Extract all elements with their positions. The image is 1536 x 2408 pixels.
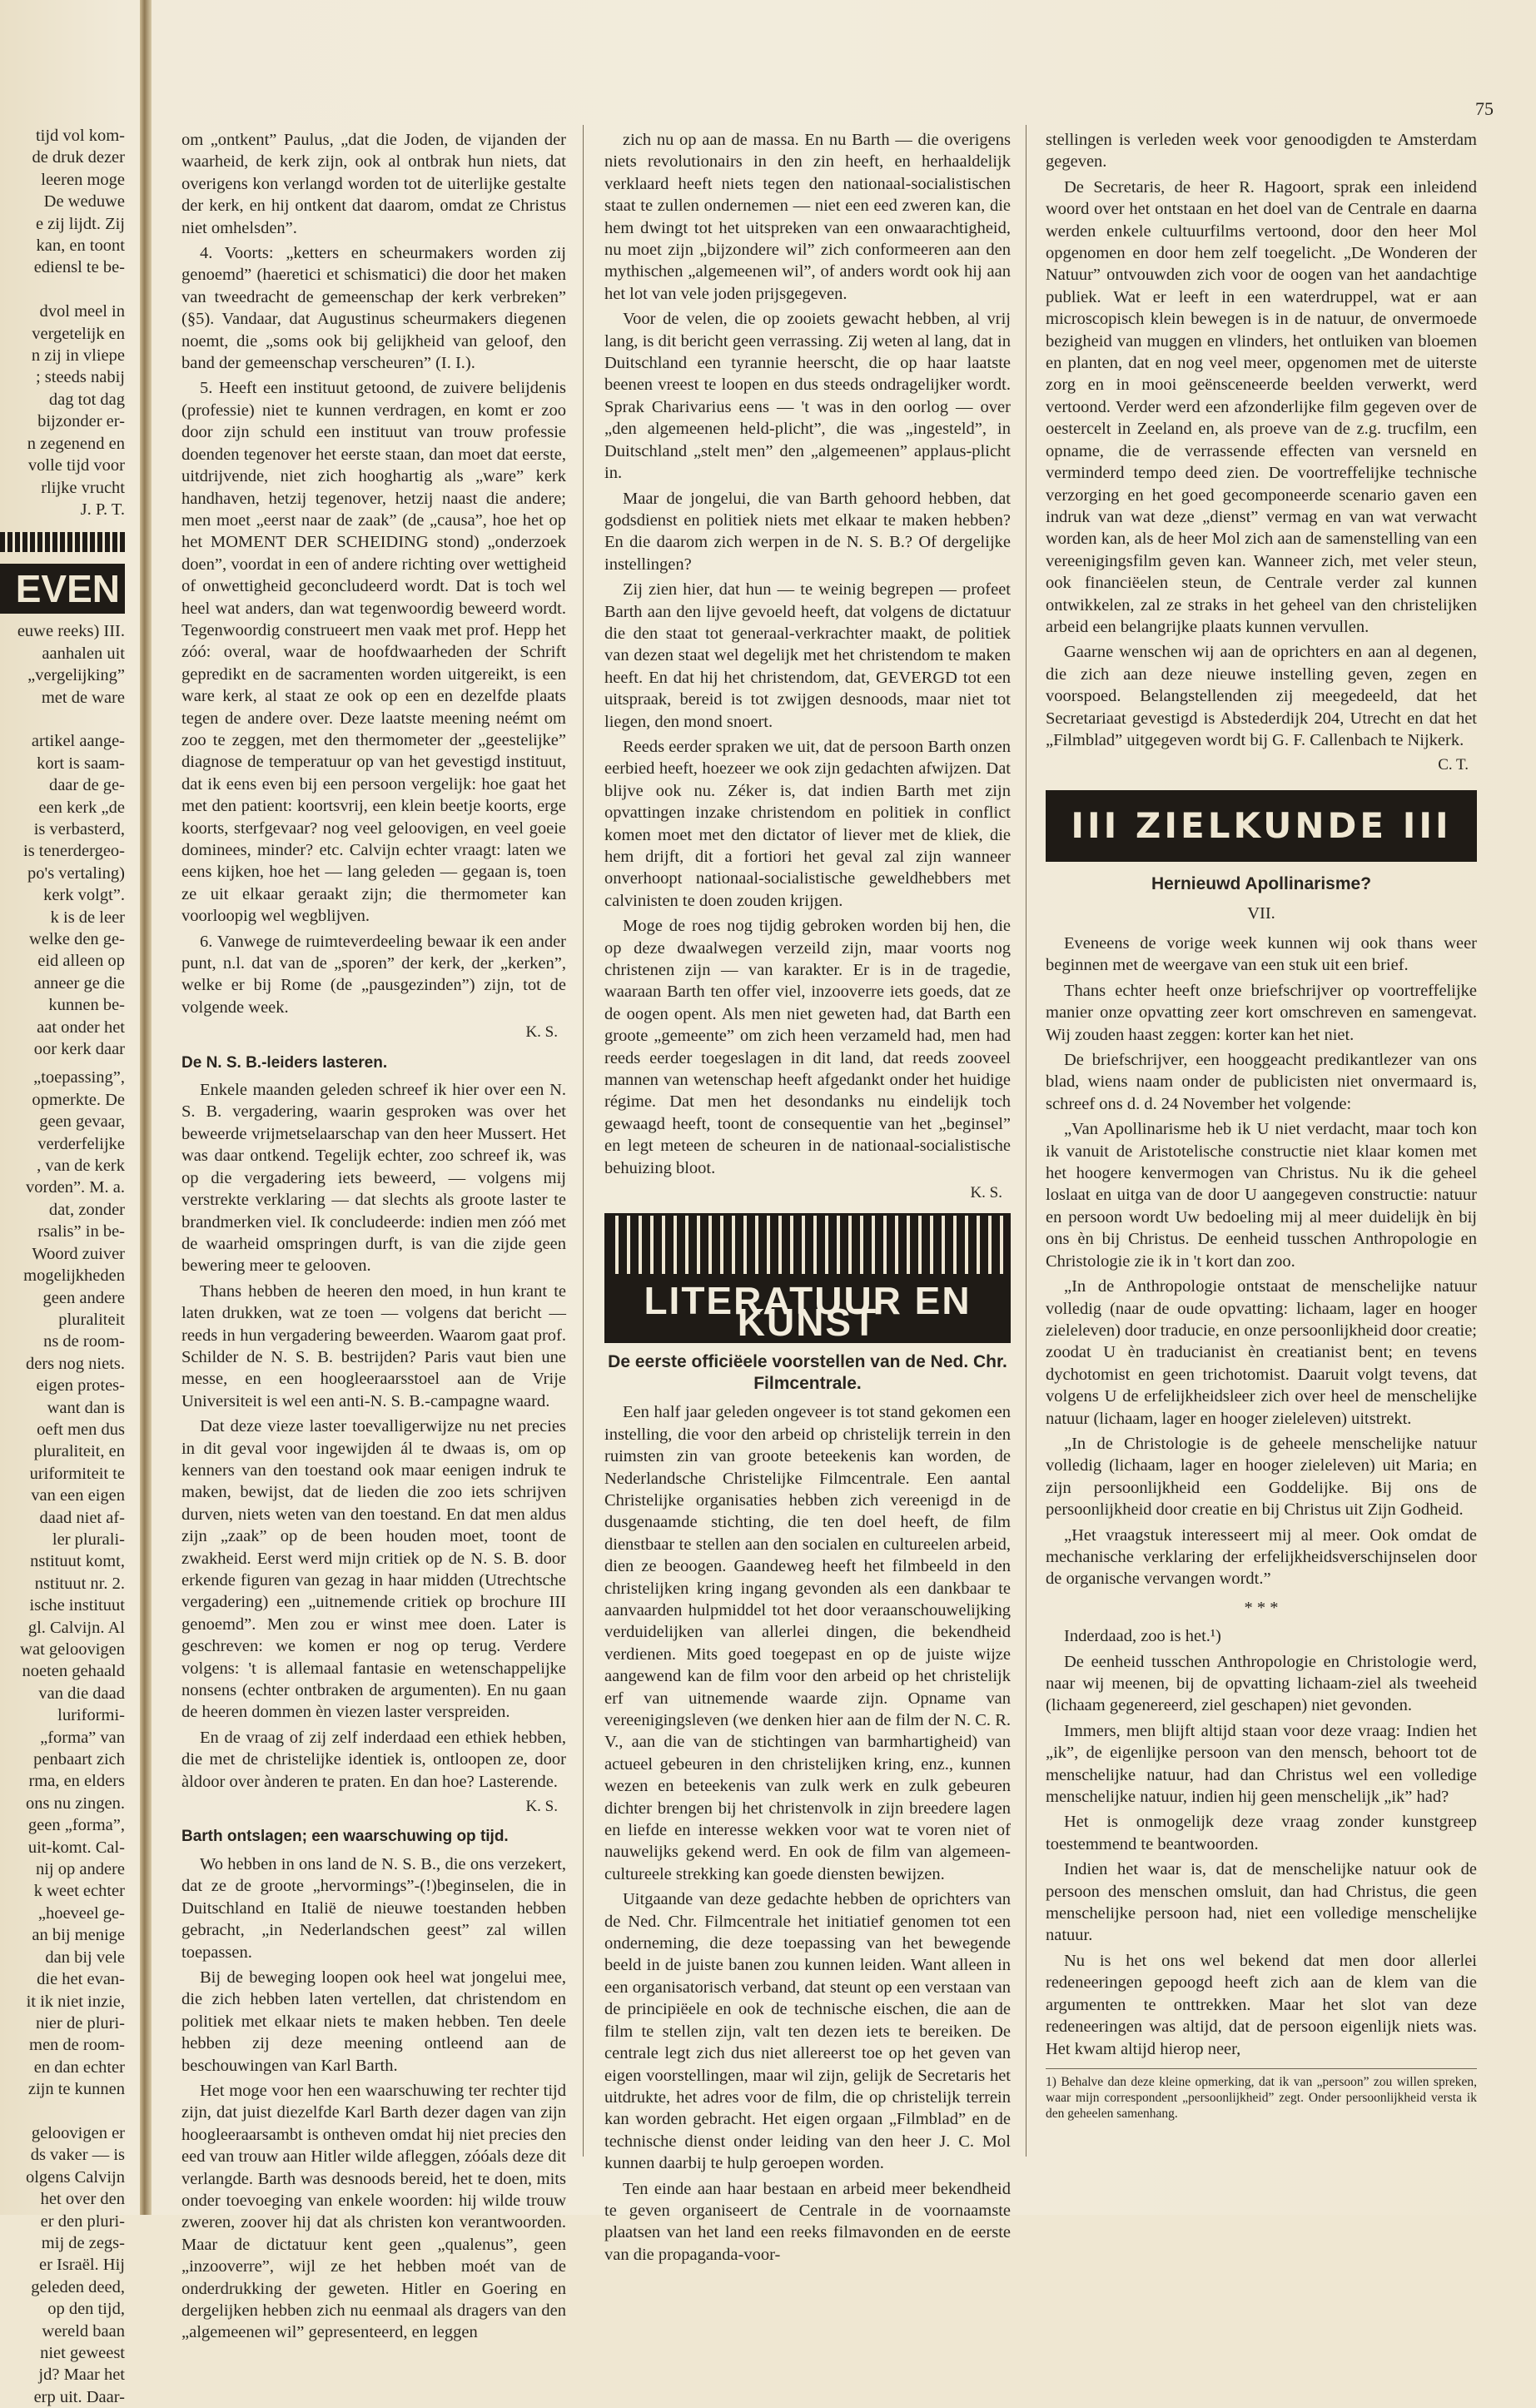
page-gutter — [140, 0, 152, 2215]
text-fragment: en dan echter — [33, 2057, 125, 2077]
paragraph: Het moge voor hen een waarschuwing ter rechter tijd zijn, dat juist diezelfde Karl Barth dezer dagen van zijn hoogleeraarsambt is ontheven omdat hij niet precies den eed van trouw aan Hitler wilde afleggen, zóóals deze dit verlangde. Barth was desnoods bereid, het te doen, mits onder toevoeging van enkele woorden: hij wilde trouw zweren, zoover hij dat als christen kon verantwoorden. Maar de dictatuur kent geen „qualenus”, geen „inzooverre”, wijl ze het hebben moét van de onderdrukking der geweten. Hitler en Goering en dergelijken hebben zich nu eenmaal als dragers van den „algemeenen wil” gepresenteerd, en leggen — [181, 2081, 566, 2342]
signature: K. S. — [525, 1798, 558, 1816]
text-fragment: oor kerk daar — [33, 1040, 125, 1059]
paragraph: zich nu op aan de massa. En nu Barth — die overigens niets revolutionairs in den zin heeft, en herhaaldelijk verklaard heeft niets tegen den nationaal-socialistischen staat te zullen ondernemen — niet een eed zweren kan, die hem dwingt tot het uitspreken van een onwaarachtigheid, nu moet zijn „bijzondere wil” zich conformeeren aan den mythischen „algemeenen wil”, of anders wordt ook hij aan het lot van vele joden prijsgegeven. — [604, 131, 1011, 303]
column-1 — [181, 129, 566, 2342]
text-fragment: De weduwe — [43, 192, 125, 211]
text-fragment: ds vaker — is — [30, 2146, 125, 2165]
column-3 — [1046, 129, 1477, 2177]
text-fragment: er den pluri- — [40, 2211, 125, 2231]
section-banner-fragment: EVEN — [0, 564, 125, 614]
text-fragment: uit-komt. Cal- — [27, 1838, 125, 1857]
text-fragment: kan, en toont — [36, 236, 125, 256]
text-fragment — [0, 709, 125, 730]
article-body — [1046, 129, 1477, 751]
part-number: VII. — [1247, 903, 1275, 923]
text-fragment: geen gevaar, — [39, 1112, 125, 1132]
text-fragment: zijn te kunnen — [27, 2080, 125, 2099]
fragment-block-bottom — [0, 1067, 125, 2408]
text-fragment: aanhalen uit — [42, 644, 125, 663]
text-fragment: niet geweest — [40, 2344, 125, 2362]
text-fragment: n zegenend en — [27, 434, 125, 453]
text-fragment: ler plurali- — [52, 1530, 125, 1549]
section-banner-zielkunde: III ZIELKUNDE III — [1046, 790, 1477, 862]
text-fragment: po's vertaling) — [27, 863, 125, 883]
text-fragment: „toepassing”, — [33, 1068, 125, 1087]
paragraph: De Secretaris, de heer R. Hagoort, sprak een inleidend woord over het ontstaan en het doel van de Centrale en daarna werden enkele cultuurfilms vertoond, door den heer Mol opgenomen en door hem zelf toegelicht. „De Wonderen der Natuur” ontvouwden zich voor de oogen van het aandachtige publiek. Wat er leeft in een waterdruppel, wat er aan microscopisch klein bewegen is in de natuur, de onvermoede bezigheid van muggen en vlinders, het ontluiken van bloemen en planten, dat en nog veel meer, opgenomen met de uiterste zorg en in mooi geënsceneerde beelden verwerkt, werd vertoond. Verder werd een afzonderlijke film gegeven over de oestercelt in Zeeland en, als proeve van de z.g. trucfilm, een opname, die de verrassende effecten van versneld en verminderd tempo deed zien. De voortreffelijke technische verzorging en het goed gecomponeerde scenario gaven een indruk van wat deze „dienst” vermag en van wat verwacht worden kan, als de heer Mol zich aan de samenstelling van een vereenigingsfilm geven kan. Wanneer zich, met veler steun, ook financiëelen steun, de Centrale verder zal kunnen ontwikkelen, zal ze straks in het geheel van den christelijken arbeid een belangrijke plaats kunnen vervullen. — [1046, 177, 1477, 636]
text-fragment: dat, zonder — [48, 1200, 125, 1219]
text-fragment: „hoeveel ge- — [37, 1903, 125, 1923]
text-fragment: daad niet af- — [39, 1508, 125, 1527]
text-fragment: an bij menige — [32, 1926, 125, 1945]
banner-ornament — [607, 1216, 1008, 1274]
text-fragment — [0, 279, 125, 301]
paragraph: Inderdaad, zoo is het.¹) — [1064, 1627, 1221, 1646]
text-fragment: it ik niet inzie, — [26, 1992, 125, 2011]
text-fragment: nij op andere — [35, 1860, 125, 1879]
paragraph: Thans echter heeft onze briefschrijver op voortreffelijke manier onze opvatting zeer kort omschreven en samengevat. Wij zouden haast zeggen: korter kan het niet. — [1046, 981, 1477, 1044]
text-fragment: euwe reeks) III. — [17, 622, 125, 641]
paragraph: 4. Voorts: „ketters en scheurmakers worden zij genoemd” (haeretici et schismatici) die door het maken van tweedracht de gemeenschap der kerk verbreken” (§5). Vandaar, dat Augustinus scheurmakers diegenen noemt, die „soms ook bij gelijkheid van geloof, den band der gemeenschap verscheuren” (I. I.). — [181, 244, 566, 373]
text-fragment: noeten gehaald — [22, 1662, 125, 1681]
paragraph: Dat deze vieze laster toevalligerwijze nu net precies in dit geval voor ingewijden ál te dwaas is, om op kenners van den toestand ook maar eenigen indruk te maken, bewijst, dat de lieden die zoo iets schrijven durven, niets weten van den toestand. En dat men aldus zijn „zaak” op de been houden moet, toont de zwakheid. Eerst werd mijn critiek op de N. S. B. door erkende figuren van gezag in haar midden (Utrechtsche vergadering) een „uitnemende critiek op brochure III genoemd”. Men zou er winst mee doen. Later is geschreven: we komen er nog op terug. Verdere volgens: 't is allemaal fantasie en wetenschappelijke nonsens (echter ontbraken de argumenten). En nu gaan de heeren dommen èn viezen laster verspreiden. — [181, 1417, 566, 1722]
text-fragment: rsalis” in be- — [37, 1222, 125, 1241]
text-fragment: wat geloovigen — [20, 1640, 125, 1659]
paragraph: 5. Heeft een instituut getoond, de zuivere belijdenis (professie) niet te kunnen verdragen, en komt er zoo door zijn schuld een instituut van trouw professie doenden tegenover het eerste staan, dan moet dat eerste, uitdrijvende, niet zich hooghartig als „ware” kerk handhaven, hetzij tegenover, hetzij naast die andere; men moet „eerst naar de zaak” (de „causa”, hoe het op het MOMENT DER SCHEIDING stond) „onderzoek doen”, voordat in een of andere richting over wettigheid of onwettigheid geconcludeerd wordt. Dat is toch wel heel wat anders, dan wat tegenwoordig beweerd wordt. Tegenwoordig construeert men vaak met prof. Hepp het zóó: overal, waar de hoofdwaarheden der Schrift gepredikt en de sacramenten worden uitgereikt, is een ware kerk, al staat ze ook op een en dezelfde plaats tegen de andere over. Deze laatste meening neémt om zoo te zeggen, met den thermometer der „geestelijke” diagnose de temperatuur op van het gevestigd instituut, dat ik eens even bij een persoon vergelijk: hoe gaat het met den patient: koortsvrij, een klein beetje koorts, erge koorts, sterfgevaar? nog veel geloovigen, en veel goeie dominees, minder? etc. Calvijn echter vraagt: laten we eens kijken, hoe het — lang geleden — gegaan is, toen ze uit elkaar geraakt zijn; die thermometer kan voorloopig wel wegblijven. — [181, 379, 566, 926]
text-fragment: ders nog niets. — [26, 1354, 125, 1373]
fragment-block-top — [0, 125, 125, 520]
paragraph: Het is onmogelijk deze vraag zonder kunstgreep toestemmend te beantwoorden. — [1046, 1813, 1477, 1853]
text-fragment: gl. Calvijn. Al — [27, 1618, 125, 1637]
paragraph: Voor de velen, die op zooiets gewacht hebben, al vrij lang, is dit bericht geen verrassing. Zij weten al lang, dat in Duitschland een tyrannie heerscht, die op haar laatste beenen vreest te loopen en dus steeds ondragelijker wordt. Sprak Charivarius eens — 't was in den oorlog — over „den algemeenen held-plicht”, die was „ingesteld”, in Duitschland „stelt men” den „algemeenen” applaus-plicht in. — [604, 310, 1011, 483]
text-fragment: is tenerdergeo- — [23, 842, 125, 861]
text-fragment: rma, en elders — [28, 1772, 125, 1791]
text-fragment: geen „forma”, — [27, 1816, 125, 1835]
article-body — [604, 1401, 1011, 2266]
text-fragment: nier de pluri- — [35, 2013, 125, 2032]
text-fragment: opmerkte. De — [32, 1090, 125, 1109]
paragraph: „In de Anthropologie ontstaat de menschelijke natuur volledig (naar de oude opvatting: lichaam, lager en hooger zieleleven) door traducie, en onze persoonlijkheid door creatie; zoodat U èn traducianist èn creatianist bent; en tevens dychotomist en geen trichotomist. Daaruit volgt tevens, dat volgens U de erfelijkheidsleer zich over heel de menschelijke natuur (lichaam, lager en hooger zieleleven) uitstrekt. — [1046, 1277, 1477, 1428]
text-fragment: tijd vol kom- — [35, 127, 125, 145]
text-fragment: geloovigen er — [31, 2123, 125, 2142]
article-body — [181, 1079, 566, 1793]
paragraph: Uitgaande van deze gedachte hebben de oprichters van de Ned. Chr. Filmcentrale het initiatief genomen tot een onderneming, die deze toepassing van het bewegende beeld in de juiste banen zou kunnen leiden. Want alleen in een organisatorisch verband, dat steunt op een verstaan van de principiëele en ook de technische eischen, die aan de film te stellen zijn, valt ten dezen iets te bereiken. De centrale legt zich dus niet allereerst toe op het geven van eigen voorstellingen, maar wil zijn, gelijk de Secretaris het uitdrukte, het adres voor de film, die op christelijk terrein kan worden gebracht. Het eigen orgaan „Filmblad” en de technische dienst onder leiding van den heer J. C. Mol kunnen daarbij te hulp geroepen worden. — [604, 1890, 1011, 2173]
text-fragment: een kerk „de — [38, 798, 125, 817]
text-fragment: anneer ge die — [33, 973, 125, 993]
fragment-block-mid — [0, 620, 125, 1060]
signature: K. S. — [970, 1184, 1002, 1202]
paragraph: Reeds eerder spraken we uit, dat de persoon Barth onzen eerbied heeft, hoezeer we ook zijn gedachten afwijzen. Dat blijve ook nu. Zéker is, dat indien Barth met zijn opvattingen inzake christendom en politiek in conflict komen moet met den dictator of liever met de kliek, die hem drijft, dit a fortiori het geval zal zijn wanneer onverhoopt nationaal-socialistische geweldhebbers met calvinisten te doen zouden krijgen. — [604, 737, 1011, 910]
text-fragment: penbaart zich — [33, 1750, 125, 1769]
text-fragment: nstituut nr. 2. — [34, 1574, 125, 1593]
text-fragment: , van de kerk — [37, 1157, 125, 1176]
column-rule — [583, 125, 584, 2157]
text-fragment: van een eigen — [31, 1486, 125, 1505]
paragraph: Ten einde aan haar bestaan en arbeid meer bekendheid te geven organiseert de Centrale in de voornaamste plaatsen van het land een reeks filmavonden en de eerste van die propaganda-voor- — [604, 2179, 1011, 2264]
text-fragment: olgens Calvijn — [25, 2167, 125, 2187]
text-fragment: er Israël. Hij — [38, 2256, 125, 2275]
paragraph: stellingen is verleden week voor genoodigden te Amsterdam gegeven. — [1046, 131, 1477, 172]
text-fragment: wereld baan — [42, 2321, 125, 2341]
paragraph: Zij zien hier, dat hun — te weinig begrepen — profeet Barth aan den lijve gevoeld heeft, dat volgens de dictatuur die den staat tot generaal-verkrachter maakt, de politiek van dezen staat wel degelijk met het christendom te maken heeft. En dat hij het christendom, dat, GEVERGD tot een uitspraak, bereid is tot zwijgen desnoods, maar niet tot liegen, den mond snoert. — [604, 580, 1011, 731]
text-fragment: dvol meel in — [39, 302, 125, 321]
text-fragment: ; steeds nabij — [35, 368, 125, 387]
text-fragment: „forma” van — [40, 1728, 125, 1747]
text-fragment: artikel aange- — [31, 732, 125, 751]
text-fragment: e zij lijdt. Zij — [35, 214, 125, 233]
text-fragment: is verbasterd, — [33, 819, 125, 838]
article-body — [181, 1853, 566, 2344]
text-fragment: eigen protes- — [36, 1376, 125, 1396]
text-fragment: mij de zegs- — [41, 2233, 125, 2252]
text-fragment: n zij in vliepe — [31, 346, 125, 366]
text-fragment: met de ware — [41, 688, 125, 707]
text-fragment: die het evan- — [37, 1970, 125, 1989]
paragraph: Nu is het ons wel bekend dat men door allerlei redeneeringen gepoogd heeft zich aan de klem van die argumenten te onttrekken. Maar het slot van deze redeneeringen was altijd, dat de persoon eigenlijk niets was. Het kwam altijd hierop neer, — [1046, 1951, 1477, 2058]
text-fragment: vergetelijk en — [32, 324, 125, 343]
text-fragment: aat onder het — [37, 1017, 125, 1037]
text-fragment: ns de room- — [43, 1332, 125, 1351]
text-fragment: nstituut komt, — [30, 1552, 125, 1571]
text-fragment: ediensl te be- — [33, 258, 125, 277]
text-fragment: eid alleen op — [37, 952, 125, 971]
article-heading: De N. S. B.-leiders lasteren. — [181, 1053, 388, 1072]
text-fragment: pluraliteit — [58, 1310, 125, 1329]
paragraph: Een half jaar geleden ongeveer is tot stand gekomen een instelling, die voor den arbeid op christelijk terrein in den ruimsten zin van groote beteekenis kan worden, de Nederlandsche Christelijke Filmcentrale. Een aantal Christelijke organisaties hebben zich vereenigd in de dusgenaamde stichting, die ten doel heeft, de film dienstbaar te stellen aan den socialen en cultureelen arbeid, dien ze beoogen. Gaandeweg heeft het filmbeeld in den christelijken kring ingang gevonden als een dankbaar te aanvaarden hulpmiddel tot het door veraanschouwelijking verduidelijken van allerlei dingen, die bekendheid verdienen. Mits goed toegepast en op de juiste wijze aangewend kan de film voor den arbeid op het christelijk erf van uitnemende waarde zijn. Opname van vereenigingsleven (we denken hier aan de film der N. C. R. V., aan die van de stichtingen van barmhartigheid) van actueel gebeuren in den christelijken kring, enz., kunnen wezen en beteekenis van zulk werk en zulk gebeuren dichter brengen bij het christenvolk in zijn breedere lagen en liefde en interesse wekken voor wat te voren niet of nauwelijks gekend werd. En ook de film van algemeen-cultureele strekking kan goede diensten bewijzen. — [604, 1403, 1011, 1883]
text-fragment: oeft men dus — [37, 1420, 125, 1439]
text-fragment: k is de leer — [50, 908, 125, 927]
text-fragment: volle tijd voor — [27, 456, 125, 475]
text-fragment: geen andere — [42, 1288, 125, 1307]
paragraph: Bij de beweging loopen ook heel wat jongelui mee, die zich hebben laten vertellen, dat christendom en politiek met elkaar niets te maken hebben. Ten deele hebben zij deze meening ontleend aan de beschouwingen van Karl Barth. — [181, 1968, 566, 2075]
page-number: 75 — [1475, 98, 1494, 119]
article-heading: Hernieuwd Apollinarisme? — [1151, 874, 1372, 894]
article-body — [1046, 933, 1477, 1590]
paragraph: 6. Vanwege de ruimteverdeeling bewaar ik een ander punt, n.l. dat van de „sporen” der kerk, der „kerken”, welke er bij Rome (de „pausgezinden”) zijn, tot de volgende week. — [181, 932, 566, 1017]
text-fragment: want dan is — [47, 1398, 125, 1417]
paragraph: Eveneens de vorige week kunnen wij ook thans weer beginnen met de weergave van een stuk uit een brief. — [1046, 934, 1477, 975]
column-2 — [604, 129, 1011, 2264]
text-fragment: J. P. T. — [80, 500, 125, 519]
paragraph: Indien het waar is, dat de menschelijke natuur ook de persoon des menschen omsluit, dan had Christus, die geen menschelijke persoon had, niet een volledige menschelijke natuur. — [1046, 1860, 1477, 1945]
signature: K. S. — [525, 1023, 558, 1042]
text-fragment: leeren moge — [41, 170, 125, 189]
text-fragment: kerk volgt”. — [43, 886, 125, 905]
text-fragment: ische instituut — [29, 1596, 125, 1615]
text-fragment: mogelijkheden — [23, 1266, 125, 1286]
text-fragment — [0, 2101, 125, 2122]
text-fragment: van die daad — [38, 1684, 125, 1703]
text-fragment: vorden”. M. a. — [26, 1178, 125, 1197]
paragraph: „In de Christologie is de geheele menschelijke natuur volledig (lichaam, lager en hooger zieleleven) uit Maria; en zijn persoonlijkheid een Goddelijke. Bij ons de persoonlijkheid door creatie en bij Christus uit Zijn Godheid. — [1046, 1434, 1477, 1520]
text-fragment: uriformiteit te — [29, 1464, 125, 1483]
section-divider: * * * — [1244, 1598, 1279, 1617]
text-fragment: de druk dezer — [32, 148, 125, 167]
text-fragment: dan bij vele — [45, 1948, 125, 1967]
paragraph: „Het vraagstuk interesseert mij al meer. Ook omdat de mechanische verklaring der erfelijkheidsverschijnselen door de organische vervangen wordt.” — [1046, 1525, 1477, 1589]
paragraph: En de vraag of zij zelf inderdaad een ethiek hebben, die met de christelijke identiek is, ontloopen ze, door àldoor over ànderen te praten. En dan hoe? Lasterende. — [181, 1728, 566, 1791]
text-fragment: het over den — [40, 2190, 125, 2209]
article-body — [604, 129, 1011, 1179]
article-body — [181, 129, 566, 1018]
text-fragment: jd? Maar het — [38, 2366, 125, 2385]
signature: C. T. — [1438, 756, 1469, 774]
section-banner-literatuur — [604, 1213, 1011, 1343]
banner-ornament — [0, 532, 125, 552]
paragraph: Enkele maanden geleden schreef ik hier over een N. S. B. vergadering, waarin gesproken was over het beweerde vrijmetselaarschap van den heer Mussert. Het was daar ontkend. Tegelijk echter, zoo schreef ik, was op die vergadering iets beweerd, — volgens mij verstrekte verklaring — dat slechts als groote laster te brandmerken viel. Ik concludeerde: indien men zóó met de waarheid omspringen durft, is van die zijde geen bewering meer te gelooven. — [181, 1081, 566, 1276]
text-fragment: bijzonder er- — [37, 412, 125, 431]
paragraph: De eenheid tusschen Anthropologie en Christologie werd, naar wij meenen, bij de opvatting lichaam-ziel als tweeheid (lichaam gegenereerd, ziel geschapen) niet gevonden. — [1046, 1652, 1477, 1715]
text-fragment: geleden deed, — [31, 2277, 125, 2296]
text-fragment: ons nu zingen. — [26, 1794, 125, 1813]
text-fragment: verderfelijke — [37, 1134, 125, 1153]
article-heading: Barth ontslagen; een waarschuwing op tijd. — [181, 1828, 509, 1846]
text-fragment: pluraliteit, en — [33, 1442, 125, 1461]
text-fragment: men de room- — [29, 2036, 125, 2055]
text-fragment: daar de ge- — [48, 776, 125, 795]
article-heading: De eerste officiëele voorstellen van de Ned. Chr. Filmcentrale. — [608, 1351, 1007, 1393]
paragraph: „Van Apollinarisme heb ik U niet verdacht, maar toch kon ik vanuit de Aristotelische constructie niet klaar komen met het hoogere kenvermogen van Christus. Nu ik die geheel loslaat en uitga van de door U aangegeven constructie: natuur en persoon wordt Uw bedoeling mij al meer duidelijk èn bij ons èn bij Christus. De eenheid tusschen Anthropologie en Christologie zie ik in 't kort dan zoo. — [1046, 1120, 1477, 1271]
paragraph: Thans hebben de heeren den moed, in hun krant te laten drukken, wat ze toen — volgens dat bericht — reeds in hun vergadering beweerden. Waarom gaat prof. Schilder de N. S. B. bestrijden? Paris vaut bien une messe, en een hoogleeraarsstoel aan de Vrije Universiteit is wel een anti-N. S. B.-campagne waard. — [181, 1281, 566, 1410]
text-fragment: dag tot dag — [48, 390, 125, 409]
paragraph: De briefschrijver, een hooggeacht predikantlezer van ons blad, wiens naam onder de publicisten niet onvermaard is, schreef ons d. d. 24 November het volgende: — [1046, 1051, 1477, 1113]
text-fragment: welke den ge- — [29, 930, 125, 948]
paragraph: Moge de roes nog tijdig gebroken worden bij hen, die op deze dwaalwegen verzeild zijn, maar voorts nog christenen zijn — van karakter. Er is in de tragedie, waaraan Barth ten offer viel, inzooverre iets goeds, dat ze de oogen opent. Als men niet geweten had, dat Barth een groote „gemeente” om zich heen verzameld had, men had reeds eerder toegeslagen in dit land, dat reeds zooveel mannen van wetenschap heeft afgedankt onder het huidige régime. Dat men het desondanks nu eindelijk toch gewaagd heeft, toont de consequentie van het „beginsel” en legt meteen de scheuren in de nationaal-socialistische behuizing bloot. — [604, 917, 1011, 1177]
text-fragment: rlijke vrucht — [41, 478, 125, 497]
paragraph: Maar de jongelui, die van Barth gehoord hebben, dat godsdienst en politiek niets met elkaar te maken hebben? En die daarom zich werpen in de N. S. B.? Of dergelijke instellingen? — [604, 489, 1011, 574]
paragraph: Immers, men blijft altijd staan voor deze vraag: Indien het „ik”, de eigenlijke persoon van den mensch, behoort tot de menschelijke natuur, had dan Christus wel een volledige menschelijke natuur, indien hij geen menschelijk „ik” had? — [1046, 1721, 1477, 1807]
article-body — [1046, 1625, 1477, 2060]
text-fragment: op den tijd, — [47, 2300, 125, 2319]
paragraph: Gaarne wenschen wij aan de oprichters en aan al degenen, die zich aan deze nieuwe instelling geven, zegen en voorspoed. Belangstellenden zij meegedeeld, dat het Secretariaat gevestigd is Abstederdijk 204, Utrecht en dat het „Filmblad” uitgegeven wordt bij G. F. Callenbach te Nijkerk. — [1046, 643, 1477, 749]
text-fragment: k weet echter — [33, 1882, 125, 1901]
text-fragment: „vergelijking” — [27, 666, 125, 685]
paragraph: Wo hebben in ons land de N. S. B., die ons verzekert, dat ze de groote „hervormings”-(!)beginselen, die in Duitschland en Italië de nieuwe toestanden hebben gebracht, „in Nederlandschen geest” zal willen toepassen. — [181, 1854, 566, 1962]
paragraph: om „ontkent” Paulus, „dat die Joden, de vijanden der waarheid, de kerk zijn, ook al ontbrak hun niets, dat overigens kon verlangd worden tot de uiterlijke gestalte der kerk, en hij ontkent dat daarom, omdat ze Christus niet omhelsden”. — [181, 131, 566, 237]
text-fragment: kort is saam- — [37, 754, 125, 773]
text-fragment: kunnen be- — [48, 996, 125, 1015]
section-title: LITERATUUR EN KUNST — [644, 1278, 972, 1345]
text-fragment: luriformi- — [57, 1706, 125, 1725]
footnote: 1) Behalve dan deze kleine opmerking, dat ik van „persoon” zou willen spreken, waar mijn correspondent „persoonlijkheid” zegt. Onder persoonlijkheid versta ik den geheelen samenhang. — [1046, 2068, 1477, 2122]
text-fragment: erp uit. Daar- — [33, 2387, 125, 2406]
column-previous-page — [0, 125, 125, 2406]
text-fragment: Woord zuiver — [32, 1244, 125, 1263]
